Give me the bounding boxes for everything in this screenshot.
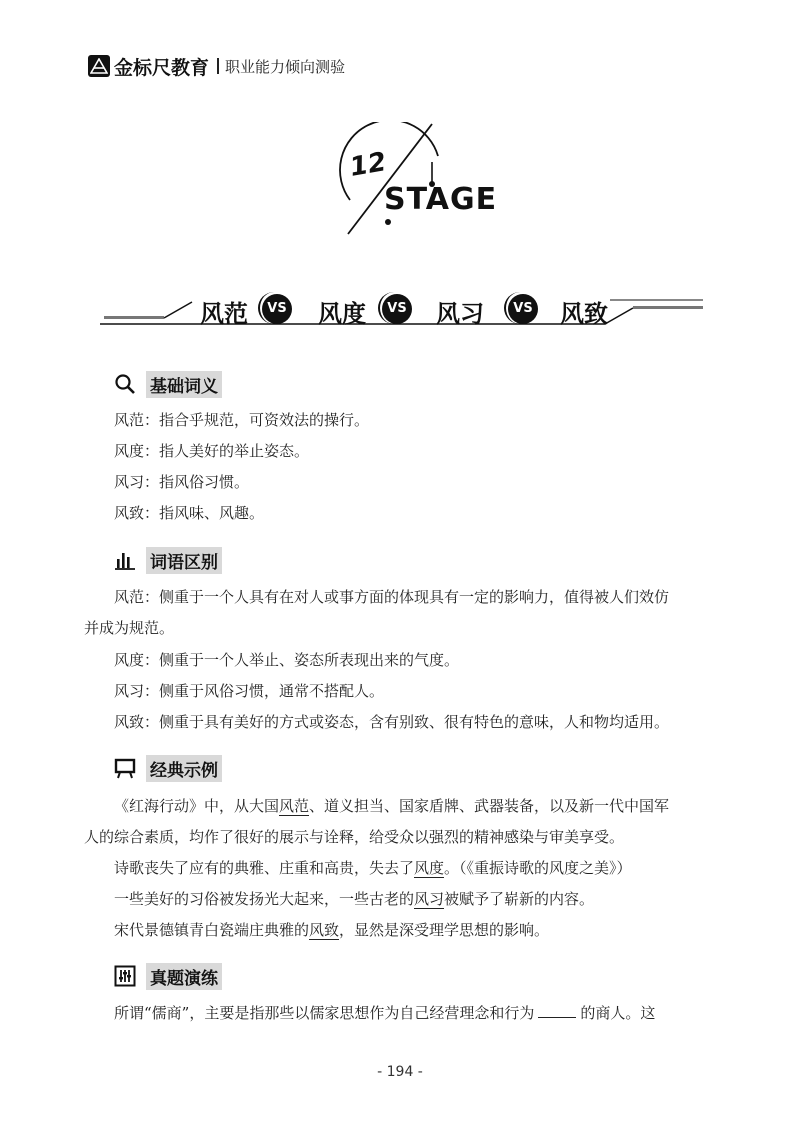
page-number: - 194 - (377, 1064, 423, 1080)
example-line: 诗歌丧失了应有的典雅、庄重和高贵，失去了风度。（《重振诗歌的风度之美》） (114, 859, 632, 877)
word-comparison-title (100, 288, 705, 336)
magnifier-icon (114, 373, 136, 395)
brand-name: 金标尺教育 (114, 56, 210, 79)
vs-badge: VS (378, 292, 412, 326)
answer-blank (538, 1003, 576, 1018)
diff-line: 风致：侧重于具有美好的方式或姿态，含有别致、很有特色的意味，人和物均适用。 (114, 713, 670, 731)
diff-line: 风度：侧重于一个人举止、姿态所表现出来的气度。 (114, 651, 460, 669)
stage-label: STAGE (384, 182, 498, 217)
title-word-fengxi: 风习 (436, 299, 484, 328)
diff-line: 风习：侧重于风俗习惯，通常不搭配人。 (114, 682, 385, 700)
presentation-board-icon (114, 757, 136, 779)
equalizer-icon (114, 965, 136, 987)
pyramid-logo-icon (88, 55, 110, 77)
section-practice-header (114, 962, 222, 990)
page-header (88, 52, 345, 80)
section-basic-title: 基础词义 (146, 371, 222, 398)
diff-line: 风范：侧重于一个人具有在对人或事方面的体现具有一定的影响力，值得被人们效仿 (114, 588, 670, 606)
basic-line: 风度：指人美好的举止姿态。 (114, 442, 310, 460)
diff-line: 并成为规范。 (84, 619, 175, 637)
bar-chart-icon (114, 549, 136, 571)
vs-badge: VS (258, 292, 292, 326)
basic-line: 风范：指合乎规范，可资效法的操行。 (114, 411, 370, 429)
title-word-fengdu: 风度 (318, 299, 366, 328)
section-diff-title: 词语区别 (146, 547, 222, 574)
example-line: 《红海行动》中，从大国风范、道义担当、国家盾牌、武器装备，以及新一代中国军 (114, 797, 670, 815)
example-line: 一些美好的习俗被发扬光大起来，一些古老的风习被赋予了崭新的内容。 (114, 890, 595, 908)
underlined-term: 风习 (414, 890, 445, 908)
example-line: 人的综合素质，均作了很好的展示与诠释，给受众以强烈的精神感染与审美享受。 (84, 828, 625, 846)
section-diff-header (114, 546, 222, 574)
underlined-term: 风范 (279, 797, 310, 815)
header-separator (217, 58, 219, 74)
underlined-term: 风致 (309, 921, 340, 939)
underlined-term: 风度 (414, 859, 445, 877)
stage-number: 12 (347, 147, 389, 183)
section-basic-header (114, 370, 222, 398)
section-example-title: 经典示例 (146, 755, 222, 782)
basic-line: 风习：指风俗习惯。 (114, 473, 250, 491)
title-word-fengfan: 风范 (200, 299, 248, 328)
basic-line: 风致：指风味、风趣。 (114, 504, 265, 522)
vs-badge: VS (504, 292, 538, 326)
title-word-fengzhi: 风致 (560, 299, 608, 328)
practice-line: 所谓“儒商”，主要是指那些以儒家思想作为自己经营理念和行为 的商人。这 (114, 1004, 656, 1022)
section-example-header (114, 754, 222, 782)
header-subtitle: 职业能力倾向测验 (225, 57, 346, 76)
stage-emblem (320, 122, 498, 242)
section-practice-title: 真题演练 (146, 963, 222, 990)
example-line: 宋代景德镇青白瓷端庄典雅的风致，显然是深受理学思想的影响。 (114, 921, 550, 939)
